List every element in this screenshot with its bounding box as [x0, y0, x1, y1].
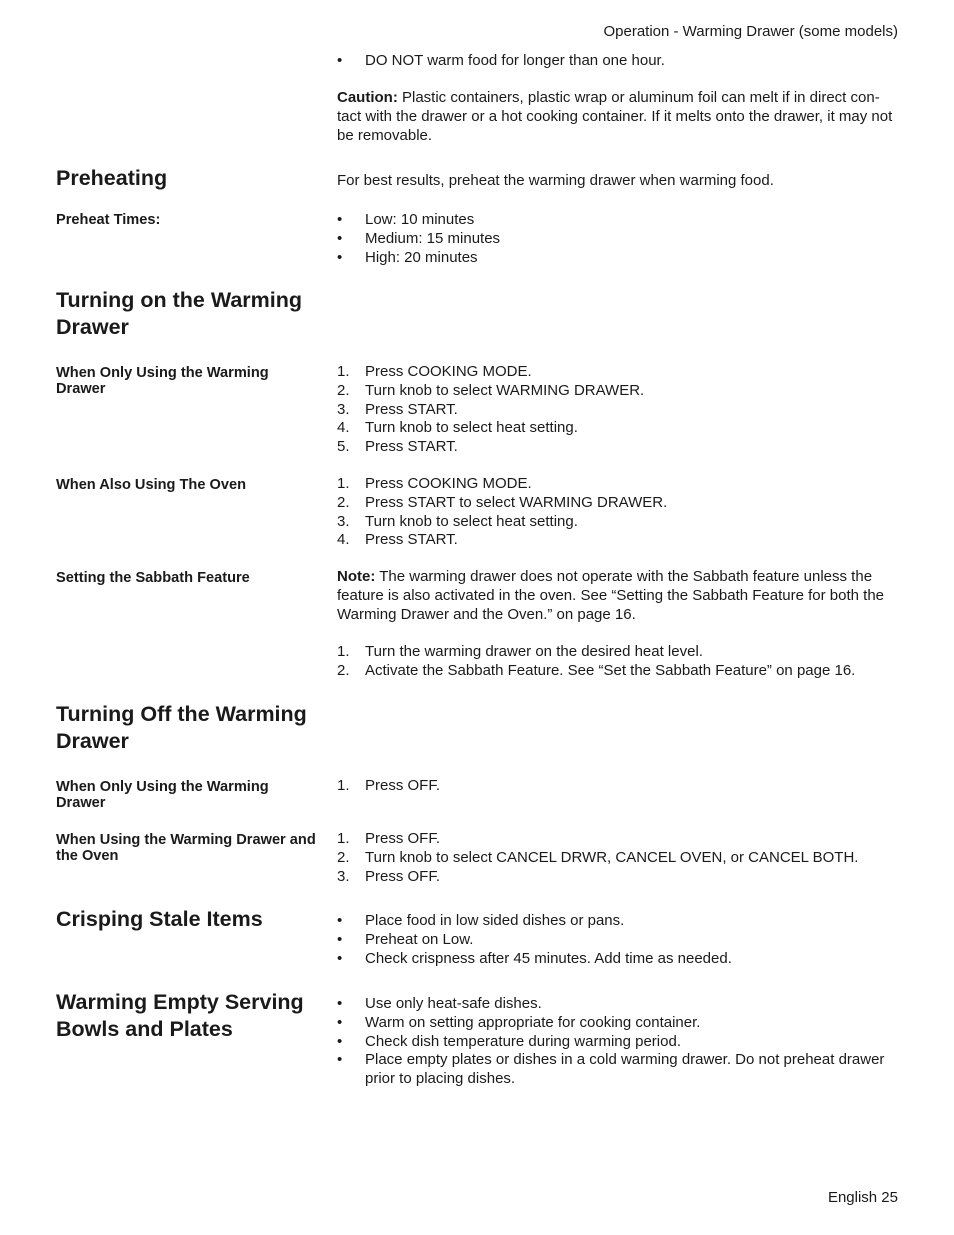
list-item: • Check dish temperature during warming period. — [337, 1032, 681, 1050]
bullet-marker: • — [337, 1051, 343, 1069]
preheat-times-list — [337, 211, 899, 267]
list-item: 2. Activate the Sabbath Feature. See “Set the Sabbath Feature” on page 16. — [337, 661, 856, 679]
list-item: • Warm on setting appropriate for cooking container. — [337, 1013, 701, 1031]
bullet-marker: • — [337, 248, 343, 266]
steps-off-only — [337, 777, 899, 796]
section-title-turning-off: Turning Off the Warming Drawer — [56, 702, 307, 753]
list-item: 3. Turn knob to select heat setting. — [337, 512, 578, 530]
list-item: • Low: 10 minutes — [337, 211, 475, 228]
subheading-only-warming-drawer: When Only Using the Warming Drawer — [56, 365, 269, 397]
list-item: 4. Turn knob to select heat setting. — [337, 419, 578, 437]
bullet-marker: • — [337, 949, 343, 967]
list-item: 1. Press OFF. — [337, 777, 441, 794]
page-header: Operation - Warming Drawer (some models) — [603, 23, 898, 40]
list-item: 3. Press OFF. — [337, 867, 441, 885]
section-title-turning-on: Turning on the Warming Drawer — [56, 288, 303, 339]
list-item: 2. Turn knob to select CANCEL DRWR, CANCEL OVEN, or CANCEL BOTH. — [337, 848, 859, 866]
section-title-crisping: Crisping Stale Items — [56, 907, 263, 931]
note-label: Note: — [337, 568, 376, 585]
bullet-marker: • — [337, 52, 343, 69]
list-item: • Check crispness after 45 minutes. Add time as needed. — [337, 949, 732, 967]
subheading-off-both: When Using the Warming Drawer and the Oven — [56, 832, 316, 864]
page-footer: English 25 — [827, 1189, 898, 1206]
steps-sabbath — [337, 643, 899, 681]
crisping-list — [337, 912, 899, 968]
subheading-also-oven: When Also Using The Oven — [56, 477, 247, 493]
bullet-marker: • — [337, 229, 343, 247]
caution-text: Plastic containers, plastic wrap or aluminum foil can melt if in direct con-tact with the drawer or a hot cooking container. If it melts onto the drawer, it may not be removable. — [337, 89, 893, 144]
caution-paragraph — [337, 89, 899, 145]
section-title-preheating: Preheating — [56, 166, 168, 190]
list-item: • Use only heat-safe dishes. — [337, 995, 542, 1012]
list-item: • High: 20 minutes — [337, 248, 478, 266]
bullet-marker: • — [337, 930, 343, 948]
list-item: • Medium: 15 minutes — [337, 229, 501, 247]
section-title-warming-empty: Warming Empty Serving Bowls and Plates — [56, 990, 304, 1041]
preheating-text: For best results, preheat the warming drawer when warming food. — [337, 172, 774, 189]
preheat-times-label: Preheat Times: — [56, 212, 161, 228]
bullet-marker: • — [337, 211, 343, 228]
bullet-marker: • — [337, 995, 343, 1012]
bullet-marker: • — [337, 1013, 343, 1031]
list-item: 4. Press START. — [337, 531, 458, 549]
list-item: 1. Press OFF. — [337, 830, 441, 847]
list-item: 2. Turn knob to select WARMING DRAWER. — [337, 381, 645, 399]
list-item: 5. Press START. — [337, 438, 458, 456]
list-item: • Place food in low sided dishes or pans. — [337, 912, 625, 929]
list-item: 1. Turn the warming drawer on the desired heat level. — [337, 643, 703, 660]
caution-label: Caution: — [337, 89, 398, 106]
steps-also-oven — [337, 475, 899, 550]
subheading-off-only-warming-drawer: When Only Using the Warming Drawer — [56, 779, 269, 811]
list-item: • Place empty plates or dishes in a cold warming drawer. Do not preheat drawer prior to placing dishes. — [337, 1051, 885, 1088]
list-item: 1. Press COOKING MODE. — [337, 475, 532, 492]
list-item: • DO NOT warm food for longer than one hour. — [337, 52, 665, 69]
steps-off-both — [337, 830, 899, 886]
steps-only-warming-drawer — [337, 363, 899, 457]
sabbath-note — [337, 568, 899, 624]
list-item: 1. Press COOKING MODE. — [337, 363, 532, 380]
note-text: The warming drawer does not operate with the Sabbath feature unless the feature is also activated in the oven. See “Setting the Sabbath Feature for both the Warming Drawer and the Oven.” on page 16. — [337, 568, 885, 623]
bullet-marker: • — [337, 912, 343, 929]
list-item: • Preheat on Low. — [337, 930, 474, 948]
list-item: 2. Press START to select WARMING DRAWER. — [337, 493, 668, 511]
warming-empty-list — [337, 995, 899, 1089]
intro-bullet-list — [337, 52, 899, 71]
list-item: 3. Press START. — [337, 400, 458, 418]
bullet-marker: • — [337, 1032, 343, 1050]
subheading-sabbath: Setting the Sabbath Feature — [56, 570, 250, 586]
